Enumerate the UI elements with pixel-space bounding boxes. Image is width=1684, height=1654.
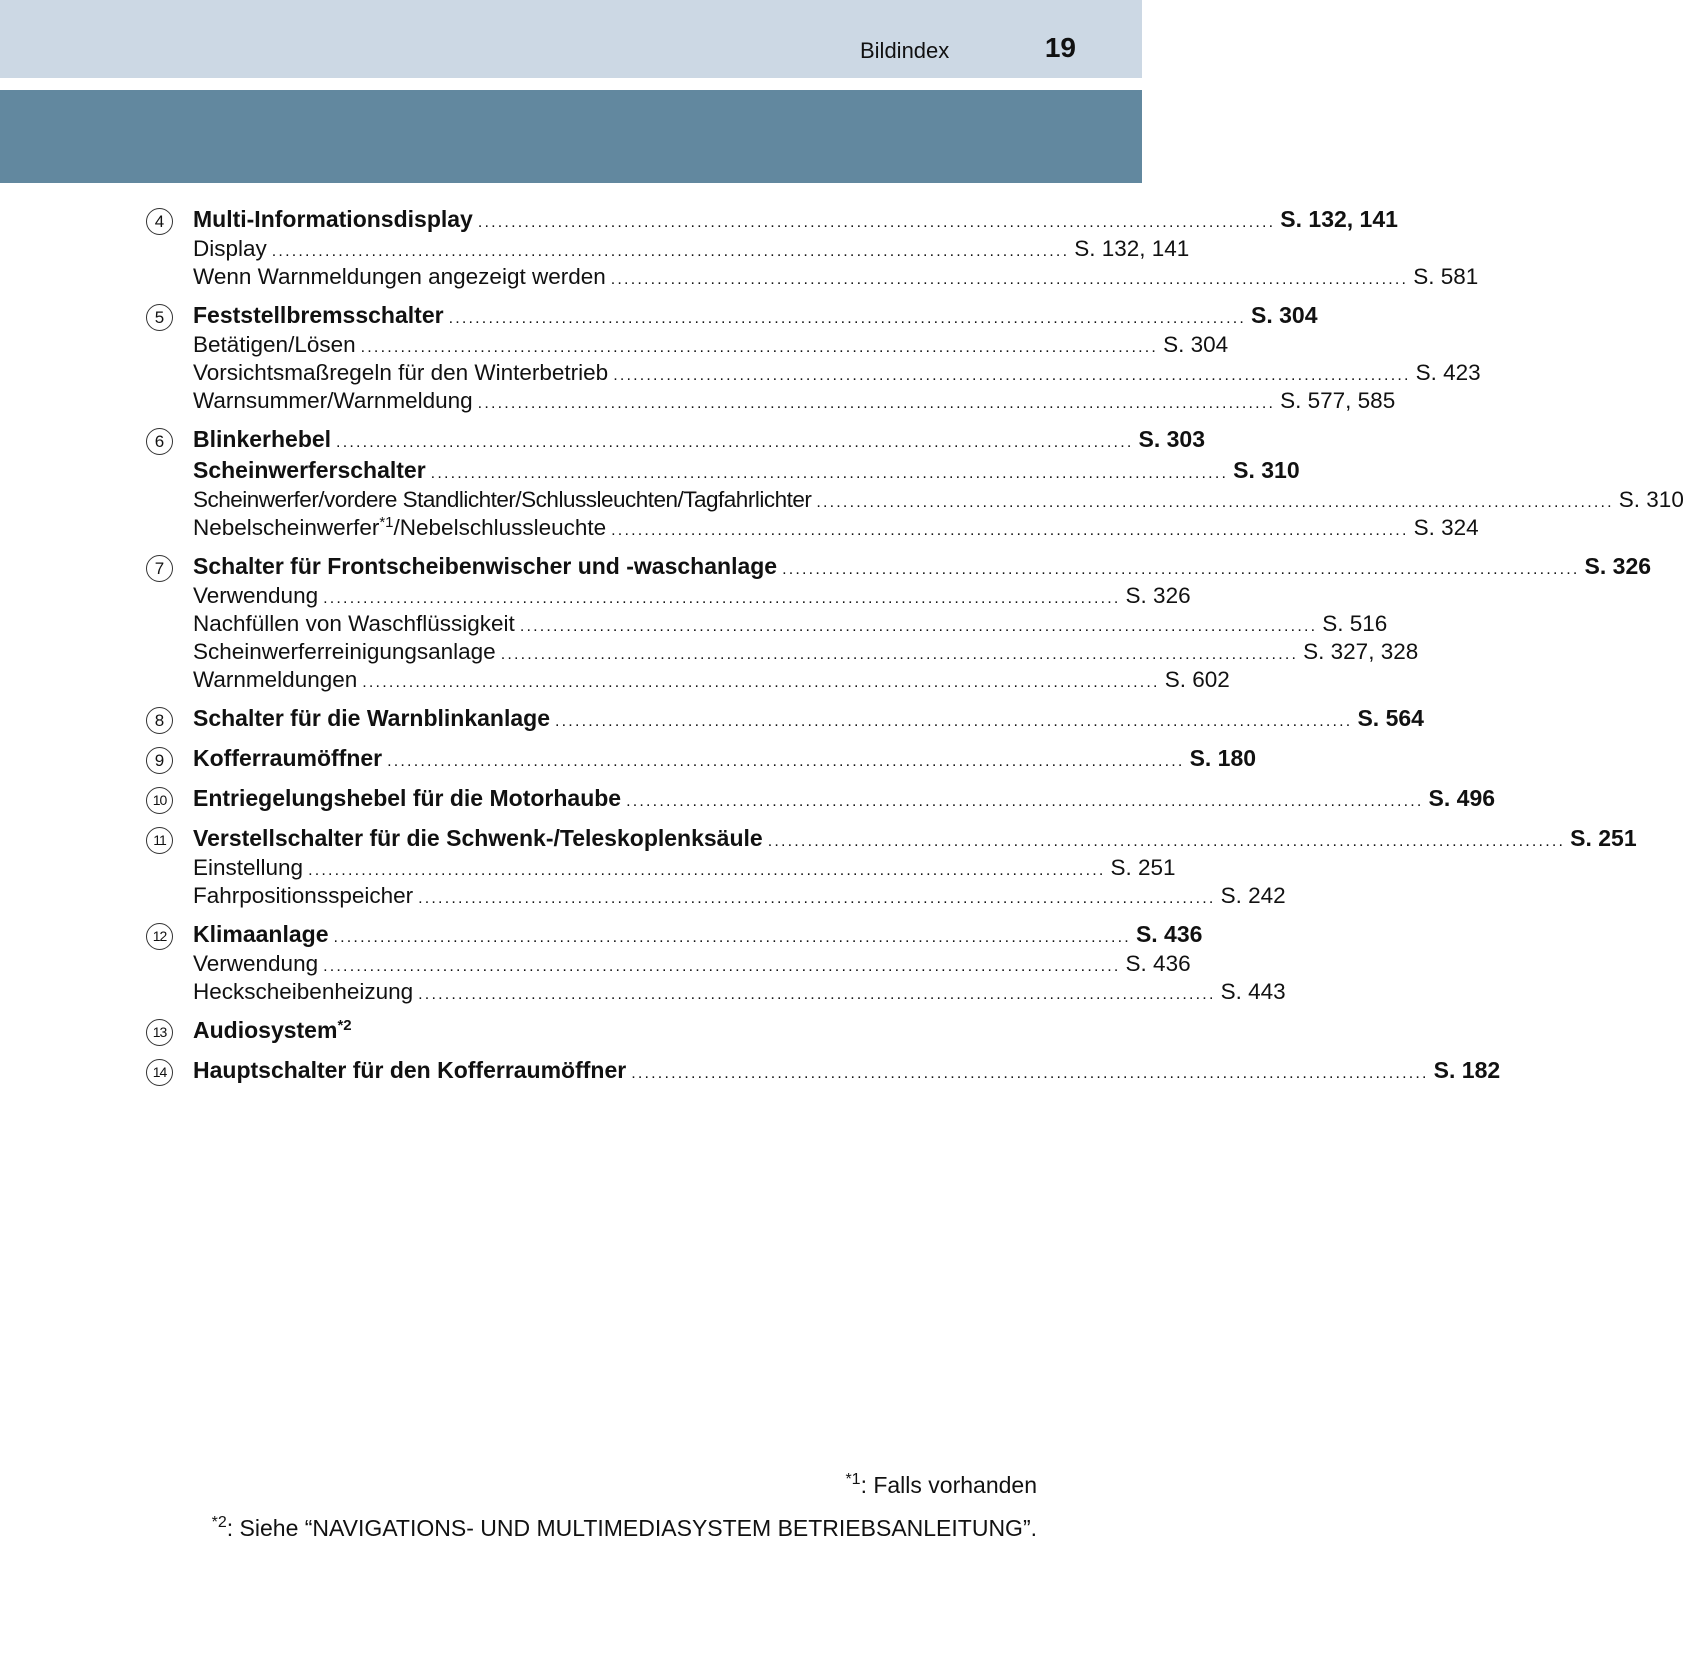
entry-label: Betätigen/Lösen [193, 332, 356, 357]
page-reference[interactable]: S. 132, 141 [1074, 236, 1190, 261]
item-number-badge: 10 [146, 787, 173, 814]
page-reference[interactable]: S. 251 [1110, 855, 1176, 880]
leader-dots: ........................................................................................................................ [387, 753, 1185, 770]
entry-label: Vorsichtsmaßregeln für den Winterbetrieb [193, 360, 609, 385]
leader-dots: ........................................................................................................................ [418, 890, 1216, 907]
index-entry[interactable] [146, 300, 1318, 331]
entry-label: Scheinwerfer/vordere Standlichter/Schlussleuchten/Tagfahrlichter [193, 487, 812, 512]
index-entry[interactable] [146, 551, 1652, 582]
leader-dots: ........................................................................................................................ [477, 395, 1276, 412]
page-reference[interactable]: S. 564 [1357, 705, 1424, 731]
page-reference[interactable]: S. 577, 585 [1280, 388, 1396, 413]
entry-label: Heckscheibenheizung [193, 979, 414, 1004]
leader-dots: ........................................................................................................................ [448, 310, 1247, 327]
entry-label: Einstellung [193, 855, 304, 880]
page-reference[interactable]: S. 581 [1413, 264, 1479, 289]
page-reference[interactable]: S. 324 [1413, 515, 1479, 540]
page-reference[interactable]: S. 602 [1164, 667, 1230, 692]
page-reference[interactable]: S. 496 [1428, 785, 1496, 811]
index-group [146, 300, 1481, 415]
index-group [146, 1015, 991, 1046]
index-group [146, 703, 1424, 734]
item-number-badge: 4 [146, 208, 173, 235]
index-group [146, 551, 1652, 694]
page-reference[interactable]: S. 327, 328 [1303, 639, 1419, 664]
index-entry[interactable] [146, 919, 1203, 950]
page-reference[interactable]: S. 132, 141 [1280, 206, 1398, 232]
page-reference[interactable]: S. 326 [1584, 553, 1652, 579]
picture-index-list [146, 204, 1684, 1086]
footnote-1: $^{*1}$: Falls vorhanden [845, 1471, 1037, 1498]
item-number-badge: 6 [146, 428, 173, 455]
index-subentry[interactable] [146, 950, 1191, 978]
item-number-badge: 11 [146, 827, 173, 854]
leader-dots: ........................................................................................................................ [610, 271, 1409, 288]
index-group [146, 919, 1286, 1006]
entry-label: Verwendung [193, 951, 319, 976]
page-reference[interactable]: S. 326 [1125, 583, 1191, 608]
leader-dots: ........................................................................................................................ [500, 646, 1299, 663]
index-entry[interactable] [146, 783, 1496, 814]
footnote-marker: *1 [379, 514, 394, 531]
item-number-badge: 7 [146, 555, 173, 582]
page-reference[interactable]: S. 182 [1433, 1057, 1501, 1083]
entry-label: Warnmeldungen [193, 667, 358, 692]
index-group [146, 1055, 1501, 1086]
entry-label: Kofferraumöffner [193, 745, 383, 771]
entry-label: Multi-Informationsdisplay [193, 206, 473, 232]
entry-label: Scheinwerferschalter [193, 457, 426, 483]
index-subentry[interactable] [146, 514, 1479, 542]
leader-dots: ........................................................................................................................ [362, 674, 1160, 691]
index-subentry[interactable] [146, 263, 1479, 291]
index-entry[interactable] [146, 1015, 991, 1046]
entry-label: Blinkerhebel [193, 426, 332, 452]
index-group [146, 823, 1637, 910]
index-subentry[interactable] [146, 359, 1481, 387]
page-reference[interactable]: S. 304 [1251, 302, 1318, 328]
entry-label: Schalter für Frontscheibenwischer und -waschanlage [193, 553, 778, 579]
index-entry[interactable] [146, 455, 1300, 486]
leader-dots: ........................................................................................................................ [360, 339, 1159, 356]
page-reference[interactable]: S. 310 [1618, 487, 1684, 512]
footnotes [212, 1470, 1037, 1556]
page-reference[interactable]: S. 423 [1415, 360, 1481, 385]
footnote-marker: *2 [337, 1017, 352, 1034]
page-reference[interactable]: S. 436 [1125, 951, 1191, 976]
page-reference[interactable]: S. 303 [1138, 426, 1205, 452]
entry-label: Schalter für die Warnblinkanlage [193, 705, 551, 731]
leader-dots: ........................................................................................................................ [816, 494, 1614, 511]
header-band [0, 0, 1142, 78]
leader-dots: ........................................................................................................................ [626, 793, 1424, 810]
page-reference[interactable]: S. 310 [1233, 457, 1300, 483]
index-group [146, 424, 1684, 542]
entry-label: Warnsummer/Warnmeldung [193, 388, 473, 413]
item-number-badge: 13 [146, 1019, 173, 1046]
entry-label: Scheinwerferreinigungsanlage [193, 639, 496, 664]
entry-label: Nebelscheinwerfer$^{*1}$/Nebelschlussleuchte [193, 514, 607, 540]
entry-label: Hauptschalter für den Kofferraumöffner [193, 1057, 627, 1083]
entry-label: Nachfüllen von Waschflüssigkeit [193, 611, 515, 636]
page-reference[interactable]: S. 180 [1189, 745, 1257, 771]
index-subentry[interactable] [146, 638, 1419, 666]
entry-label: Entriegelungshebel für die Motorhaube [193, 785, 622, 811]
item-number-badge: 5 [146, 304, 173, 331]
index-subentry[interactable] [146, 486, 1684, 514]
index-subentry[interactable] [146, 854, 1176, 882]
leader-dots: ........................................................................................................................ [308, 862, 1106, 879]
entry-label: Verwendung [193, 583, 319, 608]
leader-dots: ........................................................................................................................ [611, 522, 1409, 539]
index-entry[interactable] [146, 703, 1424, 734]
leader-dots: ........................................................................................................................ [613, 367, 1411, 384]
page-reference[interactable]: S. 436 [1135, 921, 1203, 947]
leader-dots: ........................................................................................................................ [767, 833, 1566, 850]
section-title: Bildindex [860, 38, 950, 63]
leader-dots: ........................................................................................................................ [418, 986, 1216, 1003]
index-entry[interactable] [146, 204, 1398, 235]
index-subentry[interactable] [146, 387, 1396, 415]
leader-dots: ........................................................................................................................ [477, 214, 1276, 231]
page-reference[interactable]: S. 242 [1220, 883, 1286, 908]
entry-label: Klimaanlage [193, 921, 329, 947]
footnote-2: $^{*2}$: Siehe “NAVIGATIONS- UND MULTIMEDIASYSTEM BETRIEBSANLEITUNG”. [211, 1514, 1037, 1541]
index-entry[interactable] [146, 743, 1257, 774]
leader-dots: ........................................................................................................................ [336, 434, 1134, 451]
page-reference[interactable]: S. 516 [1322, 611, 1388, 636]
entry-label: Verstellschalter für die Schwenk-/Teleskoplenksäule [193, 825, 763, 851]
index-subentry[interactable] [146, 235, 1190, 263]
leader-dots: ........................................................................................................................ [555, 713, 1353, 730]
leader-dots: ........................................................................................................................ [333, 929, 1131, 946]
leader-dots: ........................................................................................................................ [323, 958, 1121, 975]
leader-dots: ........................................................................................................................ [519, 618, 1318, 635]
index-subentry[interactable] [146, 610, 1388, 638]
index-group [146, 743, 1257, 774]
index-entry[interactable] [146, 1055, 1501, 1086]
index-group [146, 204, 1479, 291]
index-entry[interactable] [146, 424, 1205, 455]
index-subentry[interactable] [146, 978, 1286, 1006]
entry-label: Fahrpositionsspeicher [193, 883, 414, 908]
entry-label: Audiosystem$^{*2}$ [193, 1017, 352, 1043]
entry-label: Display [193, 236, 267, 261]
leader-dots: ........................................................................................................................ [271, 243, 1070, 260]
leader-dots: ........................................................................................................................ [323, 590, 1121, 607]
index-subentry[interactable] [146, 331, 1229, 359]
section-band [0, 90, 1142, 183]
leader-dots: ........................................................................................................................ [782, 561, 1580, 578]
page-number: 19 [1044, 32, 1076, 63]
entry-label: Wenn Warnmeldungen angezeigt werden [193, 264, 606, 289]
item-number-badge: 9 [146, 747, 173, 774]
index-subentry[interactable] [146, 666, 1230, 694]
item-number-badge: 14 [146, 1059, 173, 1086]
index-subentry[interactable] [146, 882, 1286, 910]
page-reference[interactable]: S. 304 [1163, 332, 1229, 357]
index-group [146, 783, 1496, 814]
index-subentry[interactable] [146, 582, 1191, 610]
item-number-badge: 12 [146, 923, 173, 950]
entry-label: Feststellbremsschalter [193, 302, 444, 328]
leader-dots: ........................................................................................................................ [631, 1065, 1429, 1082]
item-number-badge: 8 [146, 707, 173, 734]
page-reference[interactable]: S. 251 [1570, 825, 1637, 851]
index-entry[interactable] [146, 823, 1637, 854]
page-reference[interactable]: S. 443 [1220, 979, 1286, 1004]
leader-dots: ........................................................................................................................ [430, 465, 1229, 482]
